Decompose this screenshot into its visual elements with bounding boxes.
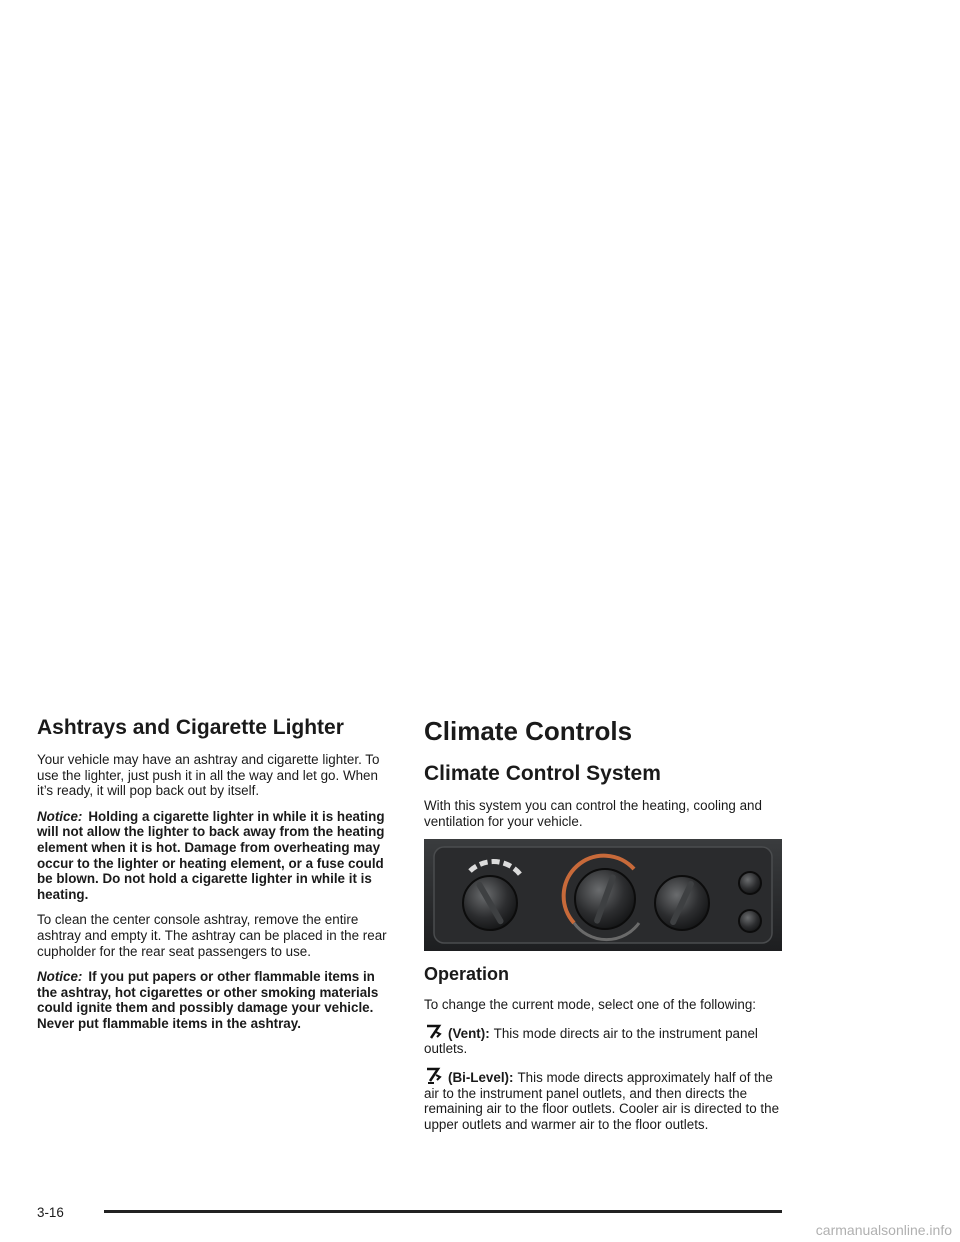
climate-control-panel-image bbox=[424, 839, 782, 951]
ashtray-clean-paragraph: To clean the center console ashtray, remove the entire ashtray and empty it. The ashtray can be placed in the rear cupholder for the rear seat passengers to use. bbox=[37, 912, 387, 959]
mode-label: (Vent): bbox=[448, 1025, 490, 1041]
bi-level-icon bbox=[424, 1067, 444, 1085]
operation-intro: To change the current mode, select one of the following: bbox=[424, 997, 756, 1013]
notice-text: If you put papers or other flammable items in the ashtray, hot cigarettes or other smoking materials could ignite them and possibly damage your vehicle. Never put flammable items in the ashtray. bbox=[37, 969, 379, 1031]
right-column bbox=[424, 716, 782, 1142]
mode-vent bbox=[424, 1023, 782, 1057]
section-heading-system: Climate Control System bbox=[424, 762, 661, 785]
left-column bbox=[37, 716, 397, 1042]
notice-lighter bbox=[37, 809, 397, 903]
page-number: 3-16 bbox=[37, 1205, 64, 1220]
mode-label: (Bi-Level): bbox=[448, 1069, 514, 1085]
notice-flammable bbox=[37, 969, 397, 1031]
chapter-title: Climate Controls bbox=[424, 716, 633, 746]
watermark: carmanualsonline.info bbox=[815, 1222, 952, 1238]
ashtray-paragraph: Your vehicle may have an ashtray and cigarette lighter. To use the lighter, just push it in all the way and let go. When it’s ready, it will pop back out by itself. bbox=[37, 752, 380, 799]
vent-icon bbox=[424, 1023, 444, 1041]
system-intro: With this system you can control the heating, cooling and ventilation for your vehicle. bbox=[424, 798, 762, 829]
section-heading-ashtrays: Ashtrays and Cigarette Lighter bbox=[37, 716, 344, 739]
operation-heading: Operation bbox=[424, 964, 510, 985]
mode-text: This mode directs air to the instrument panel outlets. bbox=[424, 1025, 758, 1057]
footer-rule bbox=[104, 1210, 782, 1213]
notice-label: Notice: bbox=[37, 808, 83, 824]
mode-bi-level bbox=[424, 1067, 782, 1132]
notice-text: Holding a cigarette lighter in while it is heating will not allow the lighter to back away from the heating element when it is hot. Damage from overheating may occur to the lighter or heating element, or a fuse could be blown. Do not hold a cigarette lighter in while it is heating. bbox=[37, 808, 385, 902]
mode-text: This mode directs approximately half of the air to the instrument panel outlets, and then directs the remaining air to the floor outlets. Cooler air is directed to the upper outlets and warmer air to the floor outlets. bbox=[424, 1069, 780, 1132]
notice-label: Notice: bbox=[37, 969, 83, 985]
